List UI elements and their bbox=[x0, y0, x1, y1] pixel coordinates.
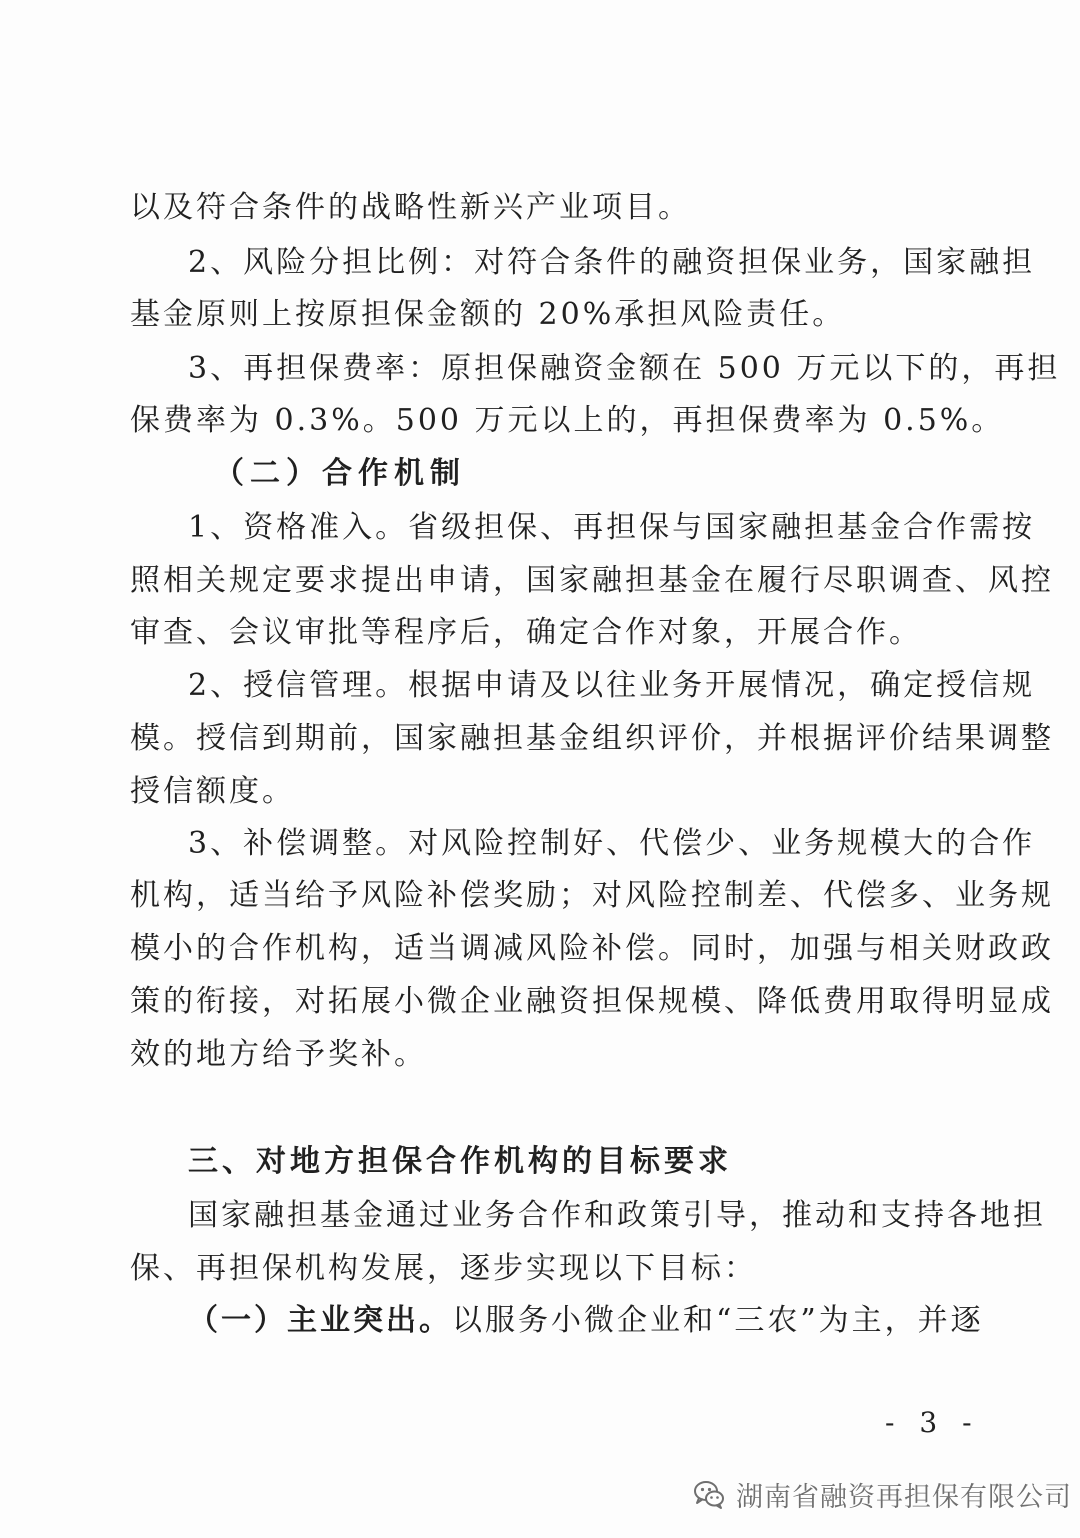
bold-lead-main-business: （一）主业突出。 bbox=[188, 1303, 452, 1338]
paragraph-line: 授信额度。 bbox=[130, 774, 295, 809]
page-number: - 3 - bbox=[885, 1406, 980, 1439]
wechat-icon bbox=[692, 1477, 726, 1511]
paragraph-line-with-bold-lead bbox=[188, 1301, 984, 1341]
paragraph-line: 审查、会议审批等程序后，确定合作对象，开展合作。 bbox=[130, 615, 922, 650]
paragraph-line: 国家融担基金通过业务合作和政策引导，推动和支持各地担 bbox=[188, 1198, 1046, 1233]
section-heading-three: 三、对地方担保合作机构的目标要求 bbox=[188, 1144, 732, 1179]
subheading-cooperation-mechanism: （二）合作机制 bbox=[214, 456, 466, 491]
paragraph-line: 机构，适当给予风险补偿奖励；对风险控制差、代偿多、业务规 bbox=[130, 878, 1054, 913]
paragraph-line: 保、再担保机构发展，逐步实现以下目标： bbox=[130, 1251, 757, 1286]
paragraph-line: 模小的合作机构，适当调减风险补偿。同时，加强与相关财政政 bbox=[130, 931, 1054, 966]
paragraph-line: 1、资格准入。省级担保、再担保与国家融担基金合作需按 bbox=[188, 510, 1036, 545]
paragraph-line: 2、授信管理。根据申请及以往业务开展情况，确定授信规 bbox=[188, 668, 1036, 703]
paragraph-line: 策的衔接，对拓展小微企业融资担保规模、降低费用取得明显成 bbox=[130, 984, 1054, 1019]
paragraph-line: 基金原则上按原担保金额的 20%承担风险责任。 bbox=[130, 297, 846, 332]
watermark-text: 湖南省融资再担保有限公司 bbox=[736, 1481, 1072, 1513]
watermark bbox=[692, 1472, 1072, 1516]
paragraph-line: 照相关规定要求提出申请，国家融担基金在履行尽职调查、风控 bbox=[130, 563, 1054, 598]
paragraph-line: 保费率为 0.3%。500 万元以上的，再担保费率为 0.5%。 bbox=[130, 403, 1005, 438]
paragraph-line: 2、风险分担比例：对符合条件的融资担保业务，国家融担 bbox=[188, 245, 1036, 280]
paragraph-line: 效的地方给予奖补。 bbox=[130, 1037, 427, 1072]
paragraph-line: 3、补偿调整。对风险控制好、代偿少、业务规模大的合作 bbox=[188, 826, 1036, 861]
paragraph-line: 3、再担保费率：原担保融资金额在 500 万元以下的，再担 bbox=[188, 351, 1061, 386]
paragraph-line: 模。授信到期前，国家融担基金组织评价，并根据评价结果调整 bbox=[130, 721, 1054, 756]
paragraph-line: 以及符合条件的战略性新兴产业项目。 bbox=[130, 190, 691, 225]
paragraph-text: 以服务小微企业和“三农”为主，并逐 bbox=[452, 1303, 984, 1338]
